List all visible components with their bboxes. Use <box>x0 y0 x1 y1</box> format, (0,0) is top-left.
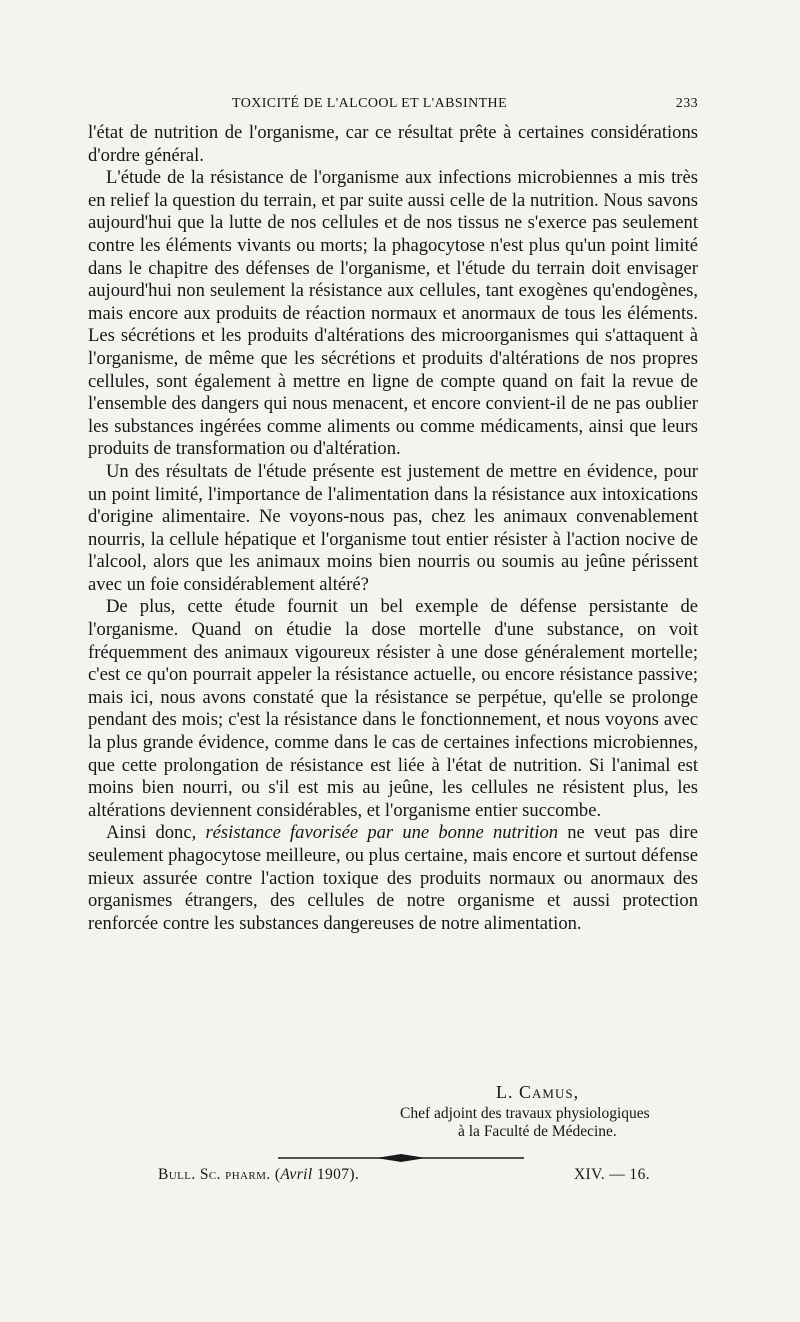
date-year: 1907). <box>312 1166 360 1183</box>
running-title: TOXICITÉ DE L'ALCOOL ET L'ABSINTHE <box>232 96 508 111</box>
journal-reference <box>158 1166 359 1184</box>
paragraph-text: Un des résultats de l'étude présente est justement de mettre en évidence, pour un point limité, l'importance de l'alimentation dans la résistance aux intoxications d'origine alimentaire. Ne voyons-nous pas, chez les animaux convenablement nourris, la cellule hépatique et l'organisme tout entier résister à l'action nocive de l'alcool, alors que les animaux moins bien nourris ou soumis au jeûne périssent avec un foie considérablement altéré? <box>88 460 698 595</box>
author-affiliation: à la Faculté de Médecine. <box>458 1123 617 1140</box>
date-paren: ( <box>274 1166 281 1183</box>
author-role: Chef adjoint des travaux physiologiques <box>400 1105 650 1122</box>
journal-name: Bull. Sc. pharm. <box>158 1166 271 1183</box>
paragraph-text: l'état de nutrition de l'organisme, car ce résultat prête à certaines considérations d'ordre général. <box>88 122 698 166</box>
author-signature <box>400 1082 700 1141</box>
author-name: L. Camus, <box>496 1082 580 1102</box>
sheet-signature: XIV. — 16. <box>573 1166 650 1183</box>
paragraph <box>88 461 698 597</box>
paragraph-text: De plus, cette étude fournit un bel exemple de défense persistante de l'organisme. Quand on étudie la dose mortelle d'une substance, on voit fréquemment des animaux vigoureux résister à une dose généralement mortelle; c'est ce qu'on pourrait appeler la résistance actuelle, ou encore résistance passive; mais ici, nous avons constaté que la résistance se perpétue, qu'elle se prolonge pendant des mois; c'est la résistance dans le fonctionnement, et nous voyons avec la plus grande évidence, comme dans le cas de certaines infections microbiennes, que cette prolongation de résistance est liée à l'état de nutrition. Si l'animal est moins bien nourri, ou s'il est mis au jeûne, les cellules ne résistent plus, les altérations deviennent considérables, et l'organisme entier succombe. <box>88 596 698 821</box>
ornamental-rule <box>278 1153 524 1163</box>
paragraph-text: L'étude de la résistance de l'organisme aux infections microbiennes a mis très en relief la question du terrain, et par suite aussi celle de la nutrition. Nous savons aujourd'hui que la lutte de nos cellules et de nos tissus ne s'exerce pas seulement contre les éléments vivants ou morts; la phagocytose n'est plus qu'un point limité dans le chapitre des défenses de l'organisme, et l'étude du terrain doit envisager aujourd'hui non seulement la résistance aux cellules, tant exogènes qu'endogènes, mais encore aux produits de réaction normaux et anormaux de tous les éléments. Les sécrétions et les produits d'altérations des microorganismes qui s'attaquent à l'organisme, de même que les sécrétions et produits d'altérations de nos propres cellules, sont également à mettre en ligne de compte quand on fait la revue de l'ensemble des dangers qui nous menacent, et encore convient-il de ne pas oublier les substances ingérées comme aliments ou comme médicaments, ainsi que leurs produits de transformation ou d'altération. <box>88 167 698 460</box>
paragraph <box>88 822 698 935</box>
journal-date <box>275 1166 359 1183</box>
page-number: 233 <box>675 96 698 111</box>
paragraph <box>88 596 698 822</box>
paragraph <box>88 167 698 461</box>
paragraph-text: ne veut pas dire seulement phagocytose meilleure, ou plus certaine, mais encore et surtout défense mieux assurée contre l'action toxique des produits normaux ou anormaux des organismes étrangers, des cellules de notre organisme et aussi protection renforcée contre les substances dangereuses de notre alimentation. <box>88 822 698 934</box>
paragraph-text: Ainsi donc, <box>106 822 206 844</box>
paragraph <box>88 122 698 167</box>
date-month: Avril <box>280 1166 313 1183</box>
emphasis-phrase: résistance favorisée par une bonne nutrition <box>205 822 559 844</box>
article-body <box>88 122 698 935</box>
